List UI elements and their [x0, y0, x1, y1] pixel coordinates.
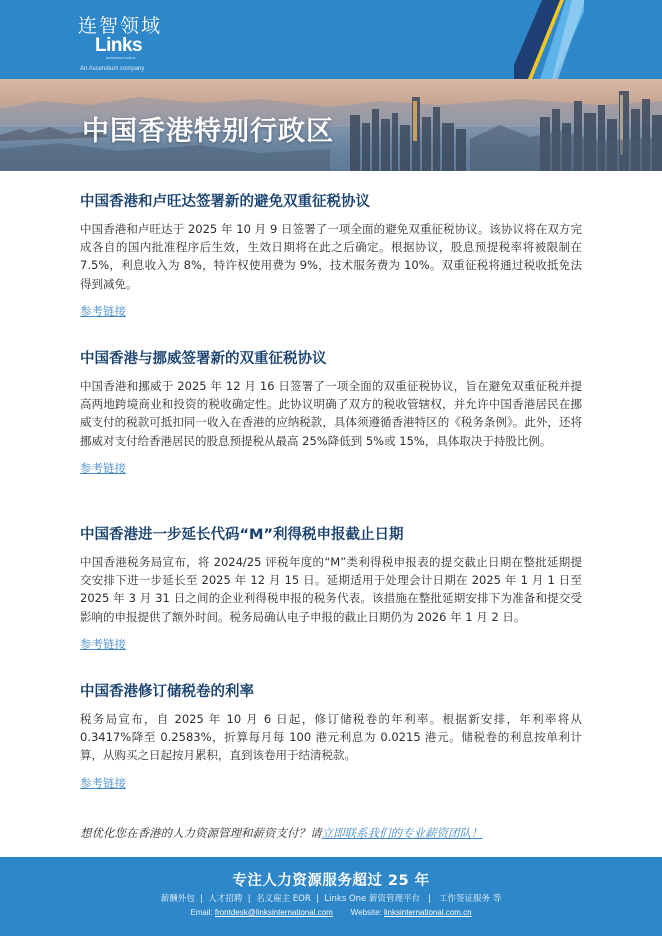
logo-english-name: Links [95, 35, 143, 56]
footer-title: 专注人力资源服务超过 25 年 [232, 873, 430, 889]
website-link[interactable]: linksinternational.com.cn [384, 908, 472, 917]
article-body: 中国香港和挪威于 2025 年 12 月 16 日签署了一项全面的双重征税协议，旨在避免双重征税并提高两地跨境商业和投资的税收确定性。此协议明确了双方的税收管辖权，并允许中国香港居民在挪威支付的税款可抵扣同一收入在香港的应纳税款，具体须遵循香港特区的《税务条例》。此外，还将挪威对支付给香港居民的股息预提税从最高 25%降低到 5%或 15%，具体取决于持股比例。 [80, 379, 582, 448]
reference-link[interactable]: 参考链接 [80, 775, 126, 790]
logo-chinese-name: 连智领域 [78, 15, 163, 37]
reference-link[interactable]: 参考链接 [80, 636, 126, 651]
footer-services: 薪酬外包 | 人才招聘 | 名义雇主 EOR | Links One 薪资管理平台 | 工作签证服务 等 [160, 894, 502, 904]
article-title: 中国香港与挪威签署新的双重征税协议 [80, 351, 327, 367]
page-title: 中国香港特别行政区 [82, 116, 334, 147]
article-title: 中国香港进一步延长代码“M”利得税申报截止日期 [80, 527, 404, 543]
article-body: 中国香港税务局宣布，将 2024/25 评税年度的“M”类利得税申报表的提交截止日期在整批延期提交安排下进一步延长至 2025 年 12 月 15 日。延期适用于处理会计日期在 2025 年 1 月 1 日至 2025 年 3 月 31 日之间的企业利得税申报的税务代表。该措施在整批延期安排下为准备和提交受影响的申报提供了额外时间。税务局确认电子申报的截止日期仍为 2026 年 1 月 2 日。 [80, 555, 582, 624]
website-label: Website: [350, 908, 384, 917]
article-title: 中国香港和卢旺达签署新的避免双重征税协议 [80, 194, 370, 210]
email-label: Email: [190, 908, 215, 917]
article-code-m-extension [80, 525, 582, 652]
email-link[interactable]: frontdesk@linksinternational.com [214, 908, 333, 917]
reference-link[interactable]: 参考链接 [80, 303, 126, 318]
logo-international: INTERNATIONAL [106, 56, 137, 60]
cta-text: 想优化您在香港的人力资源管理和薪资支付？请 [80, 826, 322, 840]
reference-link[interactable]: 参考链接 [80, 460, 126, 475]
logo-tagline: An Ascendium company [80, 66, 145, 72]
article-body: 中国香港和卢旺达于 2025 年 10 月 9 日签署了一项全面的避免双重征税协议。该协议将在双方完成各自的国内批准程序后生效，生效日期将在此之后确定。根据协议，股息预提税率将被限制在 7.5%，利息收入为 8%，特许权使用费为 9%，技术服务费为 10%。双重征税将通过税收抵免法得到减免。 [80, 222, 582, 291]
article-tax-reserve-certificate [80, 682, 582, 791]
header-bar [0, 0, 662, 79]
footer [0, 857, 662, 936]
footer-contact [0, 908, 662, 917]
contact-team-link[interactable]: 立即联系我们的专业薪资团队！ [321, 826, 483, 840]
article-body: 税务局宣布，自 2025 年 10 月 6 日起，修订储税卷的年利率。根据新安排，年利率将从 0.3417%降至 0.2583%，折算每月每 100 港元利息为 0.0215 港元。储税卷的利息按单利计算，从购买之日起按月累积，直到该卷用于结清税款。 [80, 712, 582, 763]
decorative-stripes-icon [514, 0, 584, 79]
call-to-action [80, 825, 483, 841]
article-rwanda-dta [80, 192, 582, 319]
article-norway-dta [80, 349, 582, 476]
article-title: 中国香港修订储税卷的利率 [80, 684, 254, 700]
